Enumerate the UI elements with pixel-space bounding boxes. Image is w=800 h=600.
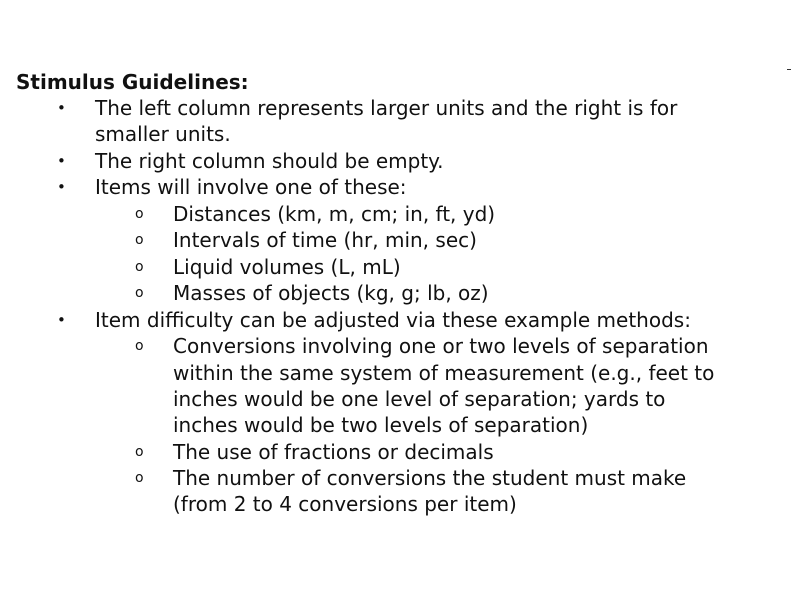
bullet-marker: •: [57, 152, 66, 170]
item-4-sub-1-line-2: within the same system of measurement (e.g., feet to: [173, 361, 715, 385]
bullet-marker: •: [57, 311, 66, 329]
item-3-sub-3: Liquid volumes (L, mL): [173, 255, 401, 279]
sub-bullet-marker: o: [135, 444, 144, 460]
sub-bullet-marker: o: [135, 470, 144, 486]
bullet-marker: •: [57, 178, 66, 196]
edge-mark: [787, 69, 791, 70]
item-4-sub-2-line-1: The use of fractions or decimals: [173, 440, 494, 464]
item-3-sub-1: Distances (km, m, cm; in, ft, yd): [173, 202, 496, 226]
item-4-sub-3-line-1: The number of conversions the student must make: [173, 466, 687, 490]
item-3-sub-4: Masses of objects (kg, g; lb, oz): [173, 281, 489, 305]
sub-bullet-marker: o: [135, 232, 144, 248]
item-4-sub-1-line-4: inches would be two levels of separation): [173, 413, 589, 437]
bullet-marker: •: [57, 99, 66, 117]
item-1-line-1: The left column represents larger units and the right is for: [95, 96, 678, 120]
sub-bullet-marker: o: [135, 259, 144, 275]
item-4-sub-3-line-2: (from 2 to 4 conversions per item): [173, 492, 517, 516]
sub-bullet-marker: o: [135, 338, 144, 354]
item-4-line-1: Item difficulty can be adjusted via these example methods:: [95, 308, 691, 332]
item-4-sub-1-line-3: inches would be one level of separation; yards to: [173, 387, 666, 411]
sub-bullet-marker: o: [135, 206, 144, 222]
item-2-line-1: The right column should be empty.: [95, 149, 444, 173]
sub-bullet-marker: o: [135, 285, 144, 301]
item-3-line-1: Items will involve one of these:: [95, 175, 407, 199]
item-1-line-2: smaller units.: [95, 122, 231, 146]
section-heading: Stimulus Guidelines:: [16, 70, 249, 94]
item-4-sub-1-line-1: Conversions involving one or two levels of separation: [173, 334, 709, 358]
item-3-sub-2: Intervals of time (hr, min, sec): [173, 228, 477, 252]
